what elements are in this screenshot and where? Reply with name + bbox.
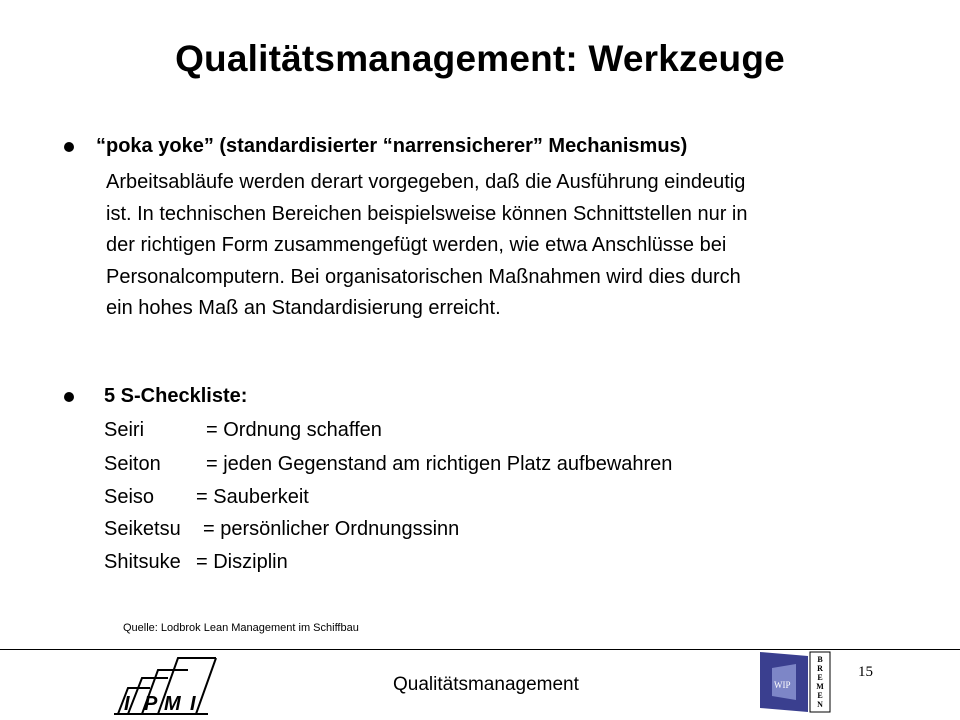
checklist-definition: = jeden Gegenstand am richtigen Platz aufbewahren <box>206 453 673 475</box>
logo-letter: R <box>817 664 823 673</box>
paragraph-line: ein hohes Maß an Standardisierung erreicht. <box>106 297 501 319</box>
paragraph-line: Arbeitsabläufe werden derart vorgegeben, daß die Ausführung eindeutig <box>106 171 746 193</box>
slide-title: Qualitätsmanagement: Werkzeuge <box>175 38 785 79</box>
logo-letter: M <box>164 693 181 715</box>
logo-letter: E <box>817 691 823 700</box>
checklist-heading: 5 S-Checkliste: <box>104 385 248 407</box>
logo-letter: M <box>816 682 824 691</box>
checklist-item <box>104 486 309 516</box>
checklist-item <box>104 518 460 548</box>
checklist-item <box>104 551 288 581</box>
logo-letter: P <box>144 693 158 715</box>
poka-yoke-heading: “poka yoke” (standardisierter “narrensicherer” Mechanismus) <box>96 135 688 157</box>
logo-letter: B <box>817 655 823 664</box>
logo-letter: I <box>124 693 130 715</box>
poka-yoke-paragraph <box>106 167 906 325</box>
logo-stroke <box>196 658 216 714</box>
logo-letter: E <box>817 673 823 682</box>
footer-label: Qualitätsmanagement <box>393 674 579 695</box>
checklist-definition: = Ordnung schaffen <box>206 419 382 441</box>
logo-text: WIP <box>774 680 791 690</box>
bullet-icon <box>64 392 74 402</box>
checklist-item <box>104 453 673 483</box>
ipmi-logo <box>108 652 218 716</box>
paragraph-line: ist. In technischen Bereichen beispielsweise können Schnittstellen nur in <box>106 202 748 225</box>
bullet-icon <box>64 142 74 152</box>
checklist-term: Seiton <box>104 453 161 475</box>
checklist-term: Shitsuke <box>104 551 181 573</box>
checklist-definition: = Disziplin <box>196 551 288 573</box>
paragraph-line: Personalcomputern. Bei organisatorischen Maßnahmen wird dies durch <box>106 265 741 288</box>
paragraph-line: der richtigen Form zusammengefügt werden, wie etwa Anschlüsse bei <box>106 234 727 256</box>
logo-letter: I <box>190 693 196 715</box>
checklist-term: Seiso <box>104 486 155 508</box>
checklist-item <box>104 419 382 449</box>
source-citation: Quelle: Lodbrok Lean Management im Schiffbau <box>123 622 359 634</box>
page-number: 15 <box>858 664 873 680</box>
checklist-term: Seiri <box>104 419 145 441</box>
checklist-term: Seiketsu <box>104 518 181 540</box>
checklist-definition: = Sauberkeit <box>196 486 309 508</box>
checklist-definition: = persönlicher Ordnungssinn <box>203 518 460 540</box>
logo-letter: N <box>817 700 823 709</box>
bremen-logo <box>760 650 835 714</box>
